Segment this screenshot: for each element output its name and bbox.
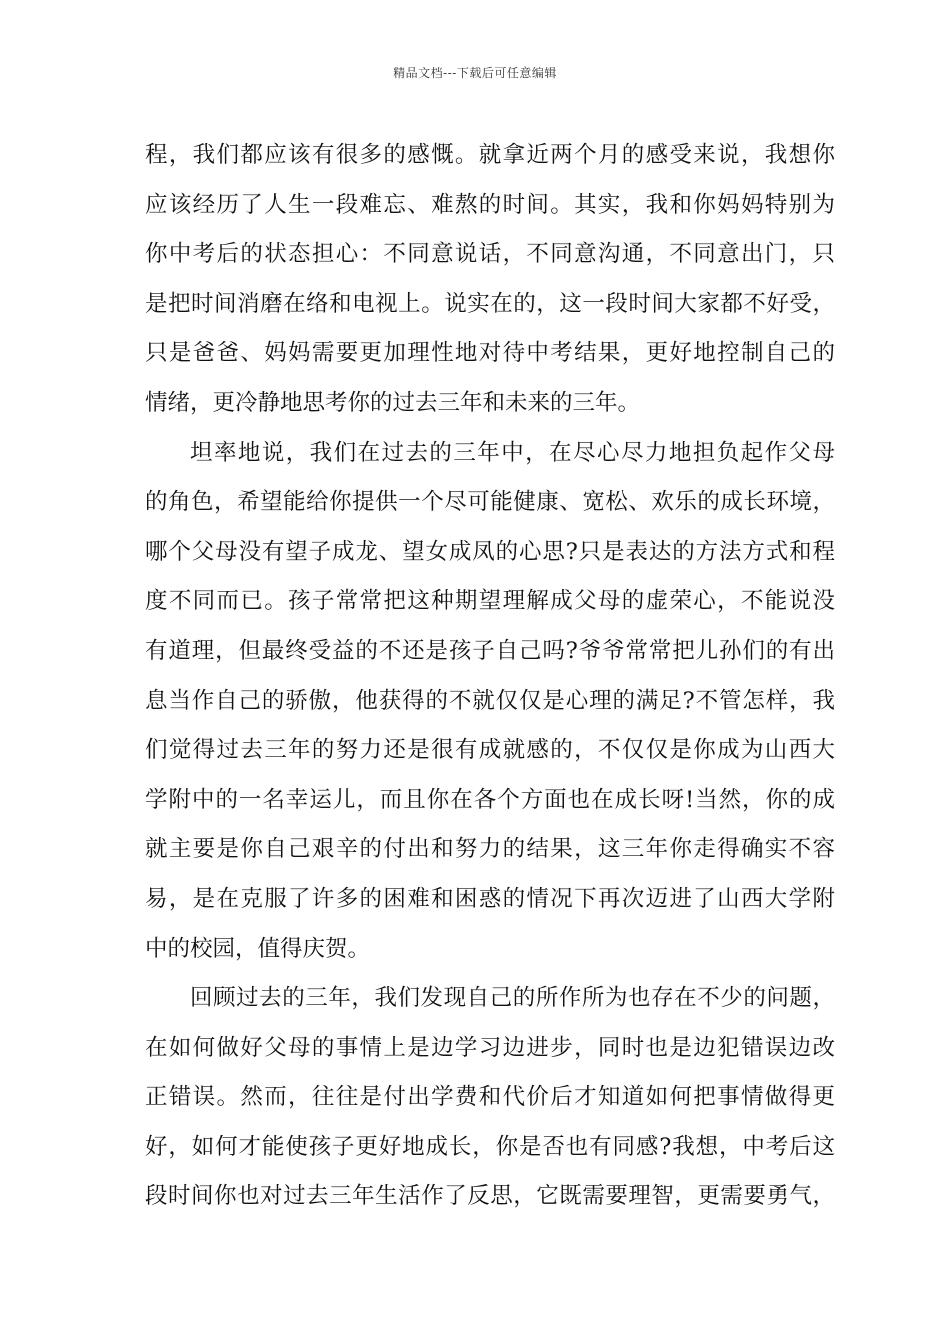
text-line: 坦率地说，我们在过去的三年中，在尽心尽力地担负起作父母	[190, 439, 835, 466]
document-body	[145, 131, 835, 1222]
text-line: 就主要是你自己艰辛的付出和努力的结果，这三年你走得确实不容	[145, 836, 835, 863]
text-line: 你中考后的状态担心：不同意说话，不同意沟通，不同意出门，只	[145, 241, 835, 268]
text-line: 们觉得过去三年的努力还是很有成就感的，不仅仅是你成为山西大	[145, 737, 835, 764]
text-line: 好，如何才能使孩子更好地成长，你是否也有同感?我想，中考后这	[145, 1133, 835, 1160]
text-line: 哪个父母没有望子成龙、望女成凤的心思?只是表达的方法方式和程	[145, 538, 835, 565]
text-line: 有道理，但最终受益的不还是孩子自己吗?爷爷常常把儿孙们的有出	[145, 637, 835, 664]
text-line: 只是爸爸、妈妈需要更加理性地对待中考结果，更好地控制自己的	[145, 340, 835, 367]
paragraph-1	[145, 131, 835, 429]
text-line: 息当作自己的骄傲，他获得的不就仅仅是心理的满足?不管怎样，我	[145, 687, 835, 714]
text-line: 在如何做好父母的事情上是边学习边进步，同时也是边犯错误边改	[145, 1034, 835, 1061]
page-header: 精品文档---下载后可任意编辑	[393, 66, 557, 80]
text-line: 段时间你也对过去三年生活作了反思，它既需要理智，更需要勇气，	[145, 1183, 835, 1210]
paragraph-2	[145, 429, 835, 975]
text-line: 度不同而已。孩子常常把这种期望理解成父母的虚荣心，不能说没	[145, 588, 835, 615]
text-line: 是把时间消磨在络和电视上。说实在的，这一段时间大家都不好受，	[145, 290, 835, 317]
paragraph-3	[145, 974, 835, 1222]
text-line: 易，是在克服了许多的困难和困惑的情况下再次迈进了山西大学附	[145, 885, 835, 912]
text-line: 应该经历了人生一段难忘、难熬的时间。其实，我和你妈妈特别为	[145, 191, 835, 218]
text-line: 程，我们都应该有很多的感慨。就拿近两个月的感受来说，我想你	[145, 142, 835, 168]
text-line: 学附中的一名幸运儿，而且你在各个方面也在成长呀!当然，你的成	[145, 786, 835, 813]
text-line: 情绪，更冷静地思考你的过去三年和未来的三年。	[145, 389, 641, 416]
text-line: 正错误。然而，往往是付出学费和代价后才知道如何把事情做得更	[145, 1084, 835, 1111]
text-line: 回顾过去的三年，我们发现自己的所作所为也存在不少的问题，	[190, 985, 835, 1012]
text-line: 的角色，希望能给你提供一个尽可能健康、宽松、欢乐的成长环境，	[145, 489, 835, 516]
text-line: 中的校园，值得庆贺。	[145, 935, 371, 962]
